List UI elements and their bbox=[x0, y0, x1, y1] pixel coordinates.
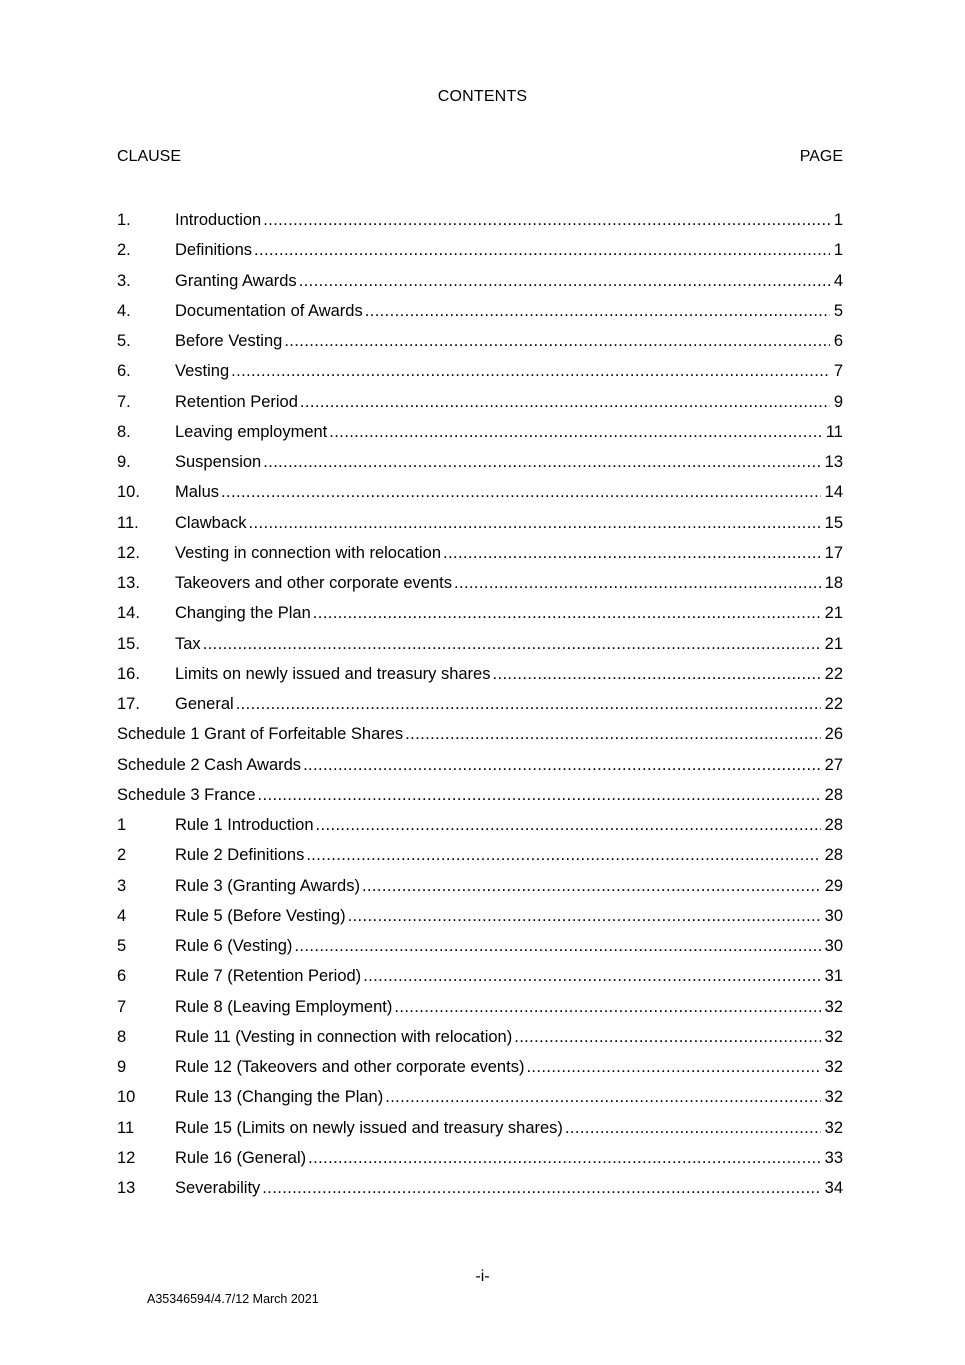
toc-entry-title: Before Vesting bbox=[175, 332, 283, 350]
toc-entry[interactable] bbox=[117, 780, 843, 810]
toc-entry-title: Vesting bbox=[175, 362, 230, 381]
toc-entry-page: 34 bbox=[824, 1179, 843, 1197]
toc-entry[interactable] bbox=[117, 1082, 843, 1112]
toc-entry-number: 1 bbox=[117, 816, 127, 834]
toc-entry-title: Introduction bbox=[175, 211, 262, 229]
toc-entry-title: Definitions bbox=[175, 241, 253, 260]
toc-entry-number: 10. bbox=[117, 483, 140, 502]
toc-entry-title: Schedule 1 Grant of Forfeitable Shares bbox=[117, 725, 404, 744]
toc-entry[interactable] bbox=[117, 296, 843, 326]
dot-leader bbox=[300, 387, 830, 417]
toc-entry[interactable] bbox=[117, 961, 843, 991]
dot-leader bbox=[492, 659, 820, 689]
dot-leader bbox=[365, 296, 830, 326]
toc-entry[interactable] bbox=[117, 266, 843, 296]
toc-entry-title: Documentation of Awards bbox=[175, 301, 363, 320]
dot-leader bbox=[443, 538, 821, 568]
toc-entry-title: Rule 6 (Vesting) bbox=[175, 937, 293, 955]
toc-entry-number: 11. bbox=[117, 513, 139, 532]
toc-entry-page: 32 bbox=[824, 1118, 843, 1137]
toc-entry-title: Takeovers and other corporate events bbox=[175, 574, 452, 592]
toc-entry-number: 4 bbox=[117, 906, 127, 925]
toc-entry[interactable] bbox=[117, 871, 843, 901]
dot-leader bbox=[284, 326, 829, 356]
toc-entry-title: Rule 15 (Limits on newly issued and treasury shares) bbox=[175, 1118, 563, 1137]
dot-leader bbox=[258, 780, 821, 810]
table-of-contents bbox=[117, 205, 843, 1203]
toc-entry-title: Rule 1 Introduction bbox=[175, 816, 314, 834]
toc-entry-title: Leaving employment bbox=[175, 422, 328, 441]
page-number: -i- bbox=[475, 1268, 490, 1285]
toc-entry-number: 2. bbox=[117, 241, 131, 260]
toc-entry-title: Malus bbox=[175, 483, 220, 502]
dot-leader bbox=[203, 629, 821, 659]
toc-entry-page: 29 bbox=[824, 876, 843, 895]
toc-entry[interactable] bbox=[117, 1173, 843, 1203]
toc-entry-page: 7 bbox=[833, 362, 843, 381]
toc-entry-page: 22 bbox=[824, 664, 843, 683]
toc-entry-title: Rule 3 (Granting Awards) bbox=[175, 876, 360, 895]
toc-entry[interactable] bbox=[117, 205, 843, 235]
toc-entry[interactable] bbox=[117, 629, 843, 659]
toc-entry-number: 11 bbox=[117, 1118, 135, 1137]
dot-leader bbox=[263, 447, 820, 477]
toc-entry[interactable] bbox=[117, 992, 843, 1022]
toc-entry[interactable] bbox=[117, 689, 843, 719]
toc-entry-title: Schedule 3 France bbox=[117, 785, 256, 804]
dot-leader bbox=[249, 508, 821, 538]
toc-entry[interactable] bbox=[117, 387, 843, 417]
toc-entry-number: 13. bbox=[117, 574, 140, 592]
toc-entry-page: 9 bbox=[833, 392, 843, 411]
toc-entry-title: Suspension bbox=[175, 453, 262, 471]
toc-entry-title: Granting Awards bbox=[175, 271, 297, 290]
toc-entry-number: 16. bbox=[117, 664, 140, 683]
dot-leader bbox=[263, 205, 830, 235]
dot-leader bbox=[363, 961, 820, 991]
dot-leader bbox=[294, 931, 820, 961]
toc-entry-number: 6. bbox=[117, 362, 131, 381]
toc-entry-page: 31 bbox=[824, 967, 843, 986]
toc-entry-page: 14 bbox=[824, 483, 843, 502]
toc-entry-title: Vesting in connection with relocation bbox=[175, 543, 441, 562]
toc-entry-page: 26 bbox=[824, 725, 843, 744]
toc-entry-number: 4. bbox=[117, 301, 131, 320]
dot-leader bbox=[514, 1022, 820, 1052]
toc-entry-title: Rule 12 (Takeovers and other corporate events) bbox=[175, 1058, 525, 1076]
toc-entry-title: Clawback bbox=[175, 513, 247, 532]
dot-leader bbox=[306, 840, 820, 870]
toc-entry-number: 1. bbox=[117, 211, 131, 229]
toc-entry-page: 11 bbox=[825, 422, 843, 441]
toc-entry[interactable] bbox=[117, 568, 843, 598]
toc-entry-page: 32 bbox=[824, 1088, 843, 1107]
toc-entry-number: 15. bbox=[117, 634, 140, 653]
toc-entry-page: 32 bbox=[824, 1027, 843, 1046]
dot-leader bbox=[313, 598, 821, 628]
toc-entry-title: Rule 13 (Changing the Plan) bbox=[175, 1088, 384, 1107]
toc-entry[interactable] bbox=[117, 417, 843, 447]
dot-leader bbox=[329, 417, 822, 447]
toc-entry-number: 12. bbox=[117, 543, 140, 562]
toc-entry-number: 14. bbox=[117, 604, 140, 623]
toc-entry-page: 30 bbox=[824, 937, 843, 955]
toc-entry-number: 5. bbox=[117, 332, 131, 350]
dot-leader bbox=[221, 477, 821, 507]
toc-entry-page: 27 bbox=[824, 755, 843, 774]
toc-entry-title: Rule 8 (Leaving Employment) bbox=[175, 997, 393, 1016]
toc-entry-number: 8 bbox=[117, 1027, 127, 1046]
toc-entry-page: 5 bbox=[833, 301, 843, 320]
toc-entry[interactable] bbox=[117, 447, 843, 477]
toc-entry[interactable] bbox=[117, 810, 843, 840]
toc-entry-title: Rule 11 (Vesting in connection with relocation) bbox=[175, 1027, 513, 1046]
toc-entry[interactable] bbox=[117, 901, 843, 931]
dot-leader bbox=[236, 689, 821, 719]
toc-entry-page: 21 bbox=[824, 634, 843, 653]
toc-entry[interactable] bbox=[117, 326, 843, 356]
toc-entry-page: 15 bbox=[824, 513, 843, 532]
toc-entry-page: 1 bbox=[833, 211, 843, 229]
dot-leader bbox=[316, 810, 821, 840]
page-title: CONTENTS bbox=[437, 88, 528, 105]
toc-entry-number: 13 bbox=[117, 1179, 136, 1197]
dot-leader bbox=[565, 1113, 821, 1143]
toc-entry-title: Schedule 2 Cash Awards bbox=[117, 755, 302, 774]
toc-entry-page: 32 bbox=[824, 1058, 843, 1076]
toc-entry-page: 6 bbox=[833, 332, 843, 350]
toc-entry-page: 18 bbox=[824, 574, 843, 592]
toc-entry-number: 3. bbox=[117, 271, 131, 290]
toc-entry[interactable] bbox=[117, 1022, 843, 1052]
toc-entry-number: 17. bbox=[117, 695, 140, 713]
document-reference: A35346594/4.7/12 March 2021 bbox=[147, 1292, 319, 1306]
dot-leader bbox=[394, 992, 820, 1022]
toc-entry[interactable] bbox=[117, 719, 843, 749]
dot-leader bbox=[308, 1143, 820, 1173]
toc-entry-title: Limits on newly issued and treasury shares bbox=[175, 664, 491, 683]
toc-entry-number: 9. bbox=[117, 453, 131, 471]
toc-entry-number: 6 bbox=[117, 967, 127, 986]
toc-entry[interactable] bbox=[117, 1113, 843, 1143]
toc-entry-title: Tax bbox=[175, 634, 201, 653]
toc-entry[interactable] bbox=[117, 840, 843, 870]
toc-entry-title: General bbox=[175, 695, 234, 713]
toc-entry-title: Retention Period bbox=[175, 392, 298, 411]
toc-entry-number: 3 bbox=[117, 876, 127, 895]
toc-entry-number: 10 bbox=[117, 1088, 136, 1107]
dot-leader bbox=[254, 235, 830, 265]
toc-entry-page: 17 bbox=[824, 543, 843, 562]
toc-entry-page: 28 bbox=[824, 785, 843, 804]
toc-entry[interactable] bbox=[117, 659, 843, 689]
toc-entry-number: 7 bbox=[117, 997, 127, 1016]
page-column-header: PAGE bbox=[799, 148, 843, 165]
toc-entry-number: 7. bbox=[117, 392, 131, 411]
toc-entry[interactable] bbox=[117, 356, 843, 386]
toc-entry-number: 2 bbox=[117, 846, 127, 865]
toc-entry-number: 9 bbox=[117, 1058, 127, 1076]
toc-entry-page: 4 bbox=[833, 271, 843, 290]
toc-entry-page: 22 bbox=[824, 695, 843, 713]
toc-entry[interactable] bbox=[117, 508, 843, 538]
toc-entry-page: 28 bbox=[824, 846, 843, 865]
toc-entry-page: 33 bbox=[824, 1148, 843, 1167]
toc-entry[interactable] bbox=[117, 477, 843, 507]
dot-leader bbox=[303, 750, 821, 780]
toc-entry[interactable] bbox=[117, 1052, 843, 1082]
toc-entry-page: 13 bbox=[824, 453, 843, 471]
toc-entry-title: Rule 7 (Retention Period) bbox=[175, 967, 362, 986]
dot-leader bbox=[231, 356, 830, 386]
toc-entry-title: Changing the Plan bbox=[175, 604, 311, 623]
toc-entry-page: 28 bbox=[824, 816, 843, 834]
toc-entry[interactable] bbox=[117, 750, 843, 780]
dot-leader bbox=[299, 266, 830, 296]
dot-leader bbox=[262, 1173, 820, 1203]
toc-entry[interactable] bbox=[117, 538, 843, 568]
toc-entry[interactable] bbox=[117, 598, 843, 628]
toc-entry[interactable] bbox=[117, 931, 843, 961]
dot-leader bbox=[385, 1082, 820, 1112]
toc-entry-page: 21 bbox=[824, 604, 843, 623]
toc-entry[interactable] bbox=[117, 235, 843, 265]
dot-leader bbox=[454, 568, 821, 598]
dot-leader bbox=[405, 719, 820, 749]
toc-entry-title: Severability bbox=[175, 1179, 261, 1197]
dot-leader bbox=[362, 871, 821, 901]
toc-entry-page: 32 bbox=[824, 997, 843, 1016]
toc-entry-number: 5 bbox=[117, 937, 127, 955]
clause-column-header: CLAUSE bbox=[117, 148, 182, 165]
toc-entry-page: 30 bbox=[824, 906, 843, 925]
toc-entry-title: Rule 16 (General) bbox=[175, 1148, 307, 1167]
toc-entry[interactable] bbox=[117, 1143, 843, 1173]
toc-entry-title: Rule 2 Definitions bbox=[175, 846, 305, 865]
toc-entry-number: 8. bbox=[117, 422, 131, 441]
toc-entry-title: Rule 5 (Before Vesting) bbox=[175, 906, 346, 925]
dot-leader bbox=[526, 1052, 820, 1082]
dot-leader bbox=[348, 901, 821, 931]
toc-entry-page: 1 bbox=[833, 241, 843, 260]
toc-entry-number: 12 bbox=[117, 1148, 136, 1167]
